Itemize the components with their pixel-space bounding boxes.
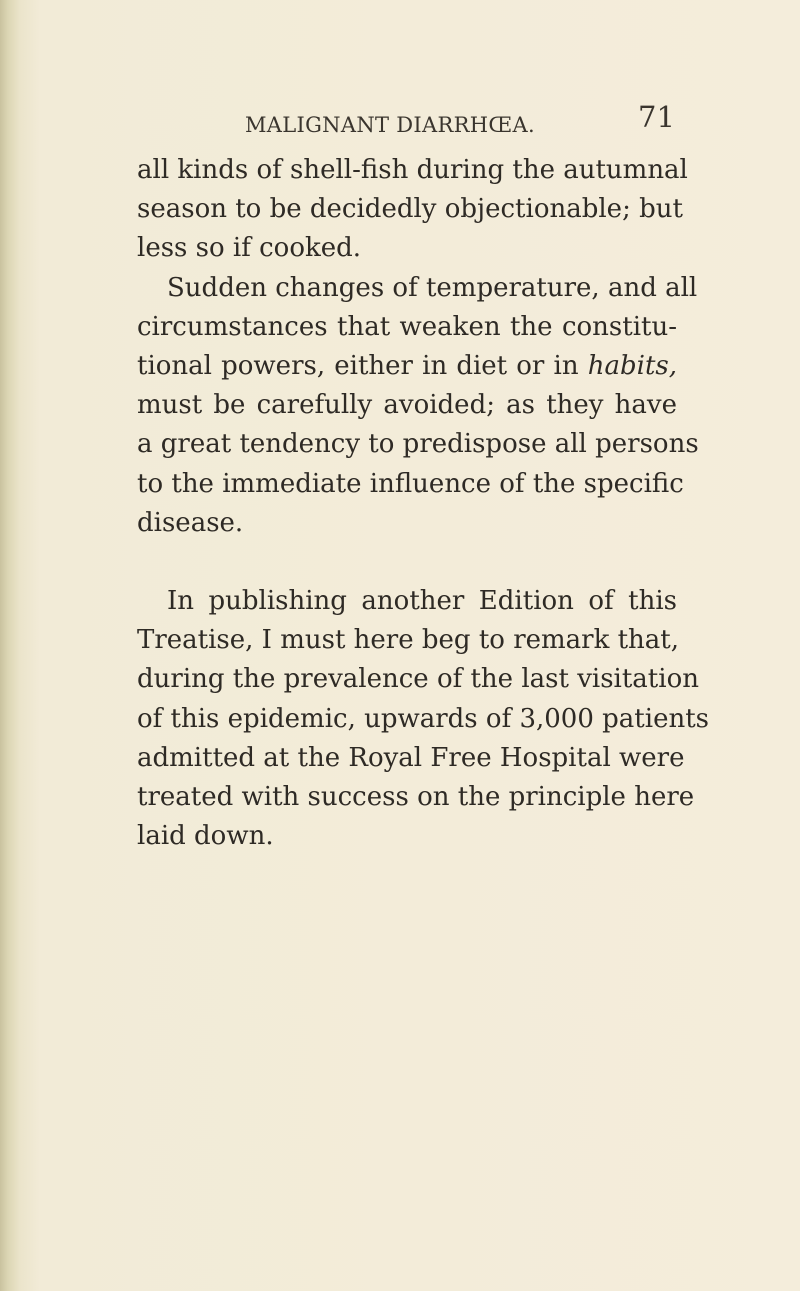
text-line: disease. (137, 507, 244, 538)
text-line: tional powers, either in diet or in (137, 351, 579, 382)
text-line: admitted at the Royal Free Hospital were (137, 742, 685, 773)
text-line: laid down. (137, 821, 274, 852)
text-line: of this epidemic, upwards of 3,000 patients (137, 703, 709, 734)
text-line: must be carefully avoided; as they have (137, 390, 677, 421)
italic-word: habits, (587, 351, 678, 382)
text-line: In publishing another Edition of this (167, 586, 677, 617)
text-line-with-italic (137, 347, 677, 386)
text-line: a great tendency to predispose all persons (137, 429, 699, 460)
text-line: to the immediate influence of the specific (137, 468, 684, 499)
paragraph-gap (137, 543, 677, 582)
paragraph-2 (137, 269, 699, 543)
text-line: during the prevalence of the last visitation (137, 664, 699, 695)
text-line: less so if cooked. (137, 233, 362, 264)
running-title: MALIGNANT DIARRHŒA. (245, 113, 535, 137)
text-line: Sudden changes of temperature, and all (167, 272, 698, 303)
paragraph-3 (137, 582, 709, 856)
text-line: all kinds of shell-fish during the autumnal (137, 155, 688, 185)
text-line: treated with success on the principle here (137, 782, 695, 813)
text-line: circumstances that weaken the constitu- (137, 311, 677, 342)
text-line: season to be decidedly objectionable; but (137, 194, 683, 225)
page-number: 71 (638, 100, 675, 134)
paragraph-1 (137, 151, 688, 269)
text-line: Treatise, I must here beg to remark that, (137, 625, 680, 656)
body-text (137, 151, 709, 856)
